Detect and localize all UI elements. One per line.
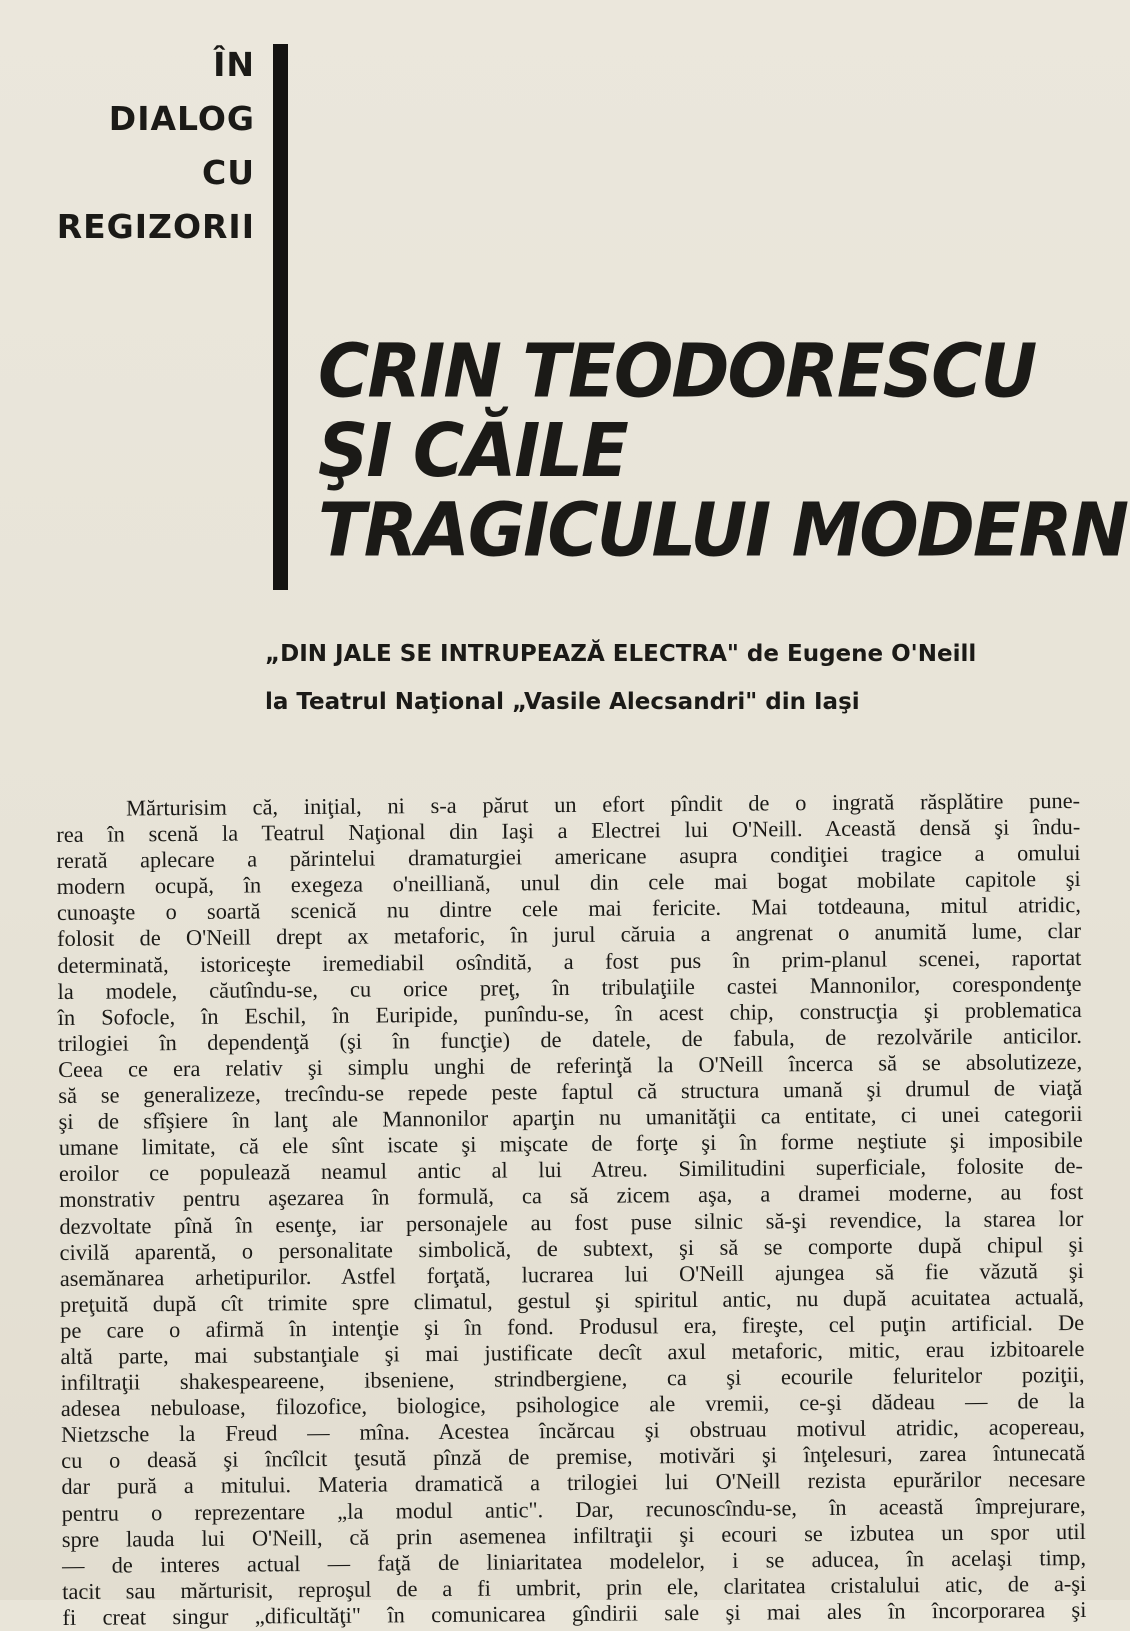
article-line: şi de sfîşiere în lanţ ale Mannonilor aparţin nu umanităţii ca entitate, ci unei categorii — [58, 1101, 1083, 1135]
article-line: preţuită după cît trimite spre climatul, gestul şi spiritul antic, nu după acuitatea actuală, — [59, 1283, 1085, 1317]
article-line: la modele, căutîndu-se, cu orice preţ, în tribulaţiile castei Mannonilor, corespondenţe — [57, 970, 1082, 1004]
article-line: dar pură a mitului. Materia dramatică a trilogiei lui O'Neill rezista epurărilor necesare — [61, 1466, 1086, 1500]
article-line: rea în scenă la Teatrul Naţional din Iaşi a Electrei lui O'Neill. Această densă şi îndu- — [56, 814, 1081, 848]
article-line: infiltraţii shakespeareene, ibseniene, strindbergiene, ca şi ecourile feluritelor poziţii, — [60, 1362, 1085, 1396]
article-title — [318, 327, 1128, 574]
article-line: determinată, istoriceşte iremediabil osîndită, a fost pus în prim-planul scenei, raportat — [57, 944, 1082, 978]
article-line: dezvoltate pînă în esenţe, iar personajele au fost puse silnic să-şi revendice, la starea lor — [59, 1205, 1084, 1239]
article-line: tacit sau mărturisit, reproşul de a fi umbrit, prin ele, claritatea cristalului atic, de a-şi — [62, 1570, 1087, 1604]
article-line: umane limitate, că ele sînt iscate şi mişcate de forţe şi în forme neştiute şi imposibile — [58, 1127, 1083, 1161]
article-line: modern ocupă, în exegeza o'neilliană, unul din cele mai bogat mobilate capitole şi — [56, 866, 1081, 900]
title-line: CRIN TEODORESCU — [318, 327, 1036, 415]
rubric-line: DIALOG — [108, 99, 255, 138]
article-line: Mărturisim că, iniţial, ni s-a părut un efort pîndit de o ingrată răsplătire pune- — [125, 787, 1081, 821]
rubric-line: REGIZORII — [56, 207, 255, 246]
article-line: în Sofocle, în Eschil, în Euripide, punîndu-se, în acest chip, construcţia şi problematica — [57, 996, 1082, 1030]
article-line: rerată aplecare a părintelui dramaturgiei americane asupra condiţiei tragice a omului — [56, 840, 1081, 874]
article-line: eroilor ce populează neamul antic al lui Atreu. Similitudini superficiale, folosite de- — [58, 1153, 1084, 1187]
article-line: cu o deasă şi încîlcit ţesută pînză de premise, motivări şi înţelesuri, zarea întunecată — [61, 1440, 1086, 1474]
article-line: Nietzsche la Freud — mîna. Acestea încărcau şi obstruau motivul atridic, acopereau, — [60, 1414, 1086, 1448]
section-rubric — [20, 38, 255, 254]
article-line: adesea nebuloase, filozofice, biologice, psihologice ale vremii, ce-şi dădeau — de la — [60, 1388, 1085, 1422]
article-line: folosit de O'Neill drept ax metaforic, în jurul căruia a angrenat o anumită lume, clar — [57, 918, 1082, 952]
rubric-line: CU — [201, 153, 255, 192]
article-line: pentru o reprezentare „la modul antic". Dar, recunoscîndu-se, în această împrejurare, — [61, 1492, 1086, 1526]
article-line: Ceea ce era relativ şi simplu unghi de referinţă la O'Neill încerca să se absolutizeze, — [58, 1048, 1083, 1082]
rubric-line: ÎN — [213, 45, 255, 84]
article-line: să se generalizeze, trecîndu-se repede peste faptul că structura umană şi drumul de viaţă — [58, 1074, 1083, 1109]
article-line: altă parte, mai substanţiale şi mai justificate decît axul metaforic, mitic, erau izbitoarele — [60, 1335, 1085, 1369]
article-body — [56, 788, 1087, 1631]
article-line: monstrativ pentru aşezarea în formulă, ca să zicem aşa, a dramei moderne, au fost — [59, 1179, 1084, 1213]
article-line: pe care o afirmă în intenţie şi în fond. Produsul era, fireşte, cel puţin artificial. De — [60, 1309, 1085, 1343]
article-line: — de interes actual — faţă de liniaritatea modelelor, i se aducea, în acelaşi timp, — [61, 1544, 1087, 1578]
article-line: cunoaşte o soartă scenică nu dintre cele mai fericite. Mai totdeauna, mitul atridic, — [56, 892, 1081, 926]
article-line: fi creat singur „dificultăţi" în comunicarea gîndirii sale şi mai ales în încorporarea şi — [62, 1596, 1087, 1630]
article-line: spre lauda lui O'Neill, că prin asemenea infiltraţii şi ecouri se izbutea un spor util — [61, 1518, 1086, 1552]
article-subtitle — [265, 630, 1125, 726]
subtitle-line-play: „DIN JALE SE INTRUPEAZĂ ELECTRA" de Eugene O'Neill — [265, 641, 977, 667]
title-line: ŞI CĂILE — [318, 407, 627, 495]
subtitle-line-theatre: la Teatrul Naţional „Vasile Alecsandri" din Iaşi — [265, 689, 860, 715]
article-line: civilă aparentă, o personalitate simbolică, de subtext, şi să se comporte după chipul şi — [59, 1231, 1084, 1265]
article-line: asemănarea arhetipurilor. Astfel forţată, lucrarea lui O'Neill ajungea să fie văzută şi — [59, 1257, 1084, 1291]
title-line: TRAGICULUI MODERN — [318, 486, 1128, 574]
article-line: trilogiei în dependenţă (şi în funcţie) de datele, de fabula, de rezolvările anticilor. — [57, 1022, 1083, 1056]
vertical-divider-bar — [273, 44, 288, 590]
